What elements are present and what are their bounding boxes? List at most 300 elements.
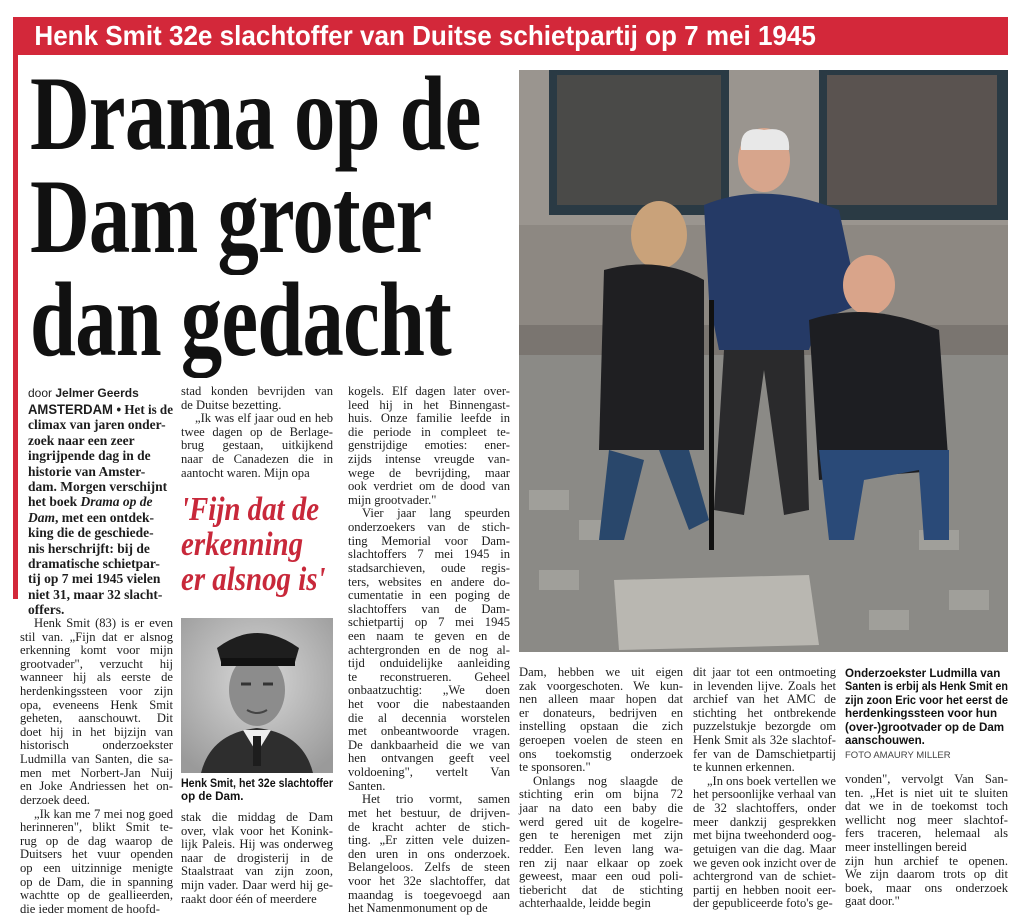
text-line-content: dit jaar tot een ontmoeting [693, 665, 836, 679]
caption-line: zijn zoon Eric voor het eerst de [845, 693, 1008, 707]
text-line-content: ten. „Het is niet uit te sluiten [845, 785, 1008, 800]
intro-text: historie van Amster- [28, 463, 146, 479]
text-line [348, 644, 510, 658]
text-line [845, 814, 1008, 828]
text-line-content: we geven ook inzicht over de [693, 855, 836, 870]
text-line [20, 876, 173, 890]
text-line [693, 707, 836, 721]
text-line [693, 870, 836, 884]
text-line-content: mijn grootvader." [348, 492, 437, 507]
intro-line [28, 479, 173, 494]
caption-line: herdenkingssteen voor hun [845, 707, 998, 721]
text-line-content: Dam, hebben we uit eigen [519, 665, 683, 679]
text-line-content: onbaatzuchtig: „We doen [348, 683, 510, 698]
text-line [693, 734, 836, 748]
text-line [348, 752, 510, 766]
article-column-6 [845, 773, 1008, 909]
text-line [181, 852, 333, 866]
text-line [20, 889, 173, 903]
text-line [348, 725, 510, 739]
text-line-content: archief van het AMC de [693, 692, 836, 707]
text-line [181, 838, 333, 852]
intro-text: zoek naar een zeer [28, 432, 135, 448]
text-line [845, 841, 1008, 855]
text-line-content: geweest, maar een oud poli- [519, 869, 683, 884]
text-line [181, 467, 333, 481]
text-line [348, 766, 510, 780]
text-line [20, 631, 173, 645]
text-line [20, 780, 173, 794]
text-line-content: slachtoffers van de Dam- [348, 601, 510, 616]
intro-text: nis herschrijft: bij de [28, 540, 150, 556]
text-line [519, 829, 683, 843]
article-column-5 [693, 666, 836, 911]
portrait-caption [181, 777, 333, 804]
caption-line: aanschouwen. [845, 734, 925, 748]
text-line [693, 884, 836, 898]
text-line-content: Belangeloos. Zelfs de steen [348, 860, 510, 875]
text-line-content: schietpartij op 7 mei 1945 [348, 615, 510, 630]
text-line [519, 897, 683, 911]
text-line-content: gaat door." [845, 894, 900, 909]
text-line-content: zijn hun archief te openen. [845, 853, 1008, 868]
text-line-content: de kracht achter de stich- [348, 819, 510, 834]
intro-line [28, 402, 173, 417]
text-line-content: men met Norbert-Jan Nuij [20, 765, 173, 780]
text-line-content: fer van de Damschietpartij [693, 746, 836, 761]
text-line-content: Santen. [348, 778, 386, 793]
article-column-2-bottom [181, 811, 333, 906]
intro-text: Dam, met een ontdek- [28, 509, 154, 525]
text-line [693, 788, 836, 802]
headline-line: Drama op de [30, 55, 481, 172]
text-line [693, 857, 836, 871]
text-line-content: „Ik kan me 7 mei nog goed [34, 806, 173, 821]
intro-line [28, 417, 173, 432]
text-line [348, 426, 510, 440]
text-line-content: meer instellingen bereid [845, 840, 967, 855]
text-line [20, 903, 173, 917]
text-line-content: erkenning komt voor mijn [20, 643, 173, 658]
text-line-content: rug op de dag waarop de [20, 833, 173, 848]
intro-text [28, 402, 173, 417]
text-line-content: dat we in de toekomst toch [845, 799, 1008, 814]
text-line [519, 720, 683, 734]
text-line-content: Staalstraat van zijn zoon, [181, 864, 333, 879]
text-line [348, 657, 510, 671]
text-line-content: herinneren", blikt Smit te- [20, 820, 173, 835]
text-line-content: achtergrond van de schiet- [693, 869, 836, 884]
pull-quote-line: erkenning [181, 526, 304, 563]
text-line-content: stil van. „Fijn dat er alsnog [20, 629, 173, 644]
text-line [348, 739, 510, 753]
text-line [348, 671, 510, 685]
intro-text: offers. [28, 602, 65, 618]
text-line-content: fers traceren, helemaal als [845, 826, 1008, 841]
text-line [20, 726, 173, 740]
text-line [181, 825, 333, 839]
intro-line [28, 510, 173, 525]
intro-line [28, 571, 173, 586]
text-line-content: Ludmilla van Santen, die sa- [20, 752, 173, 767]
text-line-content: instelling opstaan die zich [519, 719, 683, 734]
text-line-content: Henk Smit (83) is er even [34, 616, 173, 630]
caption-line: Santen is erbij als Henk Smit en [845, 680, 1008, 694]
text-line-content: onderzoekers van de stich- [348, 520, 510, 535]
text-line [181, 385, 333, 399]
text-line [181, 412, 333, 426]
text-line [348, 889, 510, 903]
text-line [845, 855, 1008, 869]
text-line-content: stadsarchieven, oude regis- [348, 560, 510, 575]
article-column-3 [348, 385, 510, 916]
text-line [348, 684, 510, 698]
text-line [845, 882, 1008, 896]
text-line-content: tiebericht dat de stichting [519, 882, 683, 897]
text-line-content: tijd onduidelijke aanleiding [348, 656, 510, 671]
text-line [693, 680, 836, 694]
text-line-content: wellicht nog meer slachtof- [845, 812, 1008, 827]
text-line-content: slachtoffers 7 mei 1945 in [348, 547, 510, 562]
text-line-content: Vier jaar lang speurden [362, 506, 510, 521]
text-line [181, 439, 333, 453]
text-line [348, 480, 510, 494]
text-line-content: genstrijdige emoties: ener- [348, 438, 510, 453]
text-line-content: werd gered uit de kogelre- [519, 814, 683, 829]
text-line-content: Henk Smit als 32e slachtof- [693, 733, 836, 748]
text-line-content: de 32 slachtoffers, onder [693, 801, 836, 816]
text-line [693, 748, 836, 762]
text-line [20, 712, 173, 726]
text-line-content: te sponsoren." [519, 760, 591, 775]
text-line-content: huis. Onze familie leefde in [348, 411, 510, 426]
article-column-2-top [181, 385, 333, 480]
text-line [20, 644, 173, 658]
intro-text: tij op 7 mei 1945 vielen [28, 571, 161, 587]
text-line [348, 412, 510, 426]
text-line [20, 753, 173, 767]
text-line [519, 788, 683, 802]
text-line-content: de Duitse bezetting. [181, 397, 282, 412]
main-photo [519, 70, 1008, 652]
kicker-banner [13, 17, 1008, 55]
text-line [519, 693, 683, 707]
text-line-content: der gepubliceerde foto's ge- [693, 896, 833, 911]
main-photo-caption [845, 667, 1008, 747]
text-line-content: ters, websites en andere do- [348, 574, 510, 589]
text-line-content: geheten, aanschouwt. Dit [20, 711, 173, 726]
text-line [20, 739, 173, 753]
text-line-content: kogels. Elf dagen later over- [348, 384, 510, 398]
caption-line: Onderzoekster Ludmilla van [845, 667, 1001, 680]
text-line-content: jaar na dato een baby die [519, 801, 683, 816]
text-line-content: vonden", vervolgt Van San- [845, 772, 1008, 786]
caption-line: Henk Smit, het 32e slachtoffer [181, 777, 333, 790]
text-line [348, 712, 510, 726]
text-line [348, 630, 510, 644]
text-line [348, 589, 510, 603]
text-line-content: partij en hebben nooit eer- [693, 882, 836, 897]
text-line [181, 426, 333, 440]
text-line [693, 666, 836, 680]
text-line [348, 861, 510, 875]
kicker-text: Henk Smit 32e slachtoffer van Duitse schietpartij op 7 mei 1945 [34, 20, 816, 51]
text-line-content: wanneer hij als eerste de [20, 670, 173, 685]
text-line [693, 802, 836, 816]
text-line [845, 868, 1008, 882]
text-line [519, 748, 683, 762]
text-line-content: lijk Paleis. Hij was onderweg [181, 837, 333, 852]
text-line [20, 808, 173, 822]
text-line-content: raakt door één of meerdere [181, 891, 317, 906]
text-line-content: historisch onderzoekster [20, 738, 173, 753]
text-line [20, 848, 173, 862]
text-line-content: Duitsers het vuur openden [20, 847, 173, 862]
text-line [519, 707, 683, 721]
text-line-content: met onbeantwoorde vragen. [348, 724, 510, 739]
text-line-content: De dankbaarheid die we van [348, 737, 510, 752]
intro-text: climax van jaren onder- [28, 417, 166, 433]
text-line-content: doet hij in het bijzijn van [20, 724, 173, 739]
text-line [20, 862, 173, 876]
text-line [519, 884, 683, 898]
text-line [348, 793, 510, 807]
intro-line [28, 464, 173, 479]
text-line [181, 865, 333, 879]
intro-text: dam. Morgen verschijnt [28, 478, 168, 494]
text-line-content: te kunnen erkennen. [693, 760, 795, 775]
text-line [845, 773, 1008, 787]
text-line [20, 658, 173, 672]
text-line-content: den uren in ons onderzoek. [348, 846, 510, 861]
intro-line [28, 556, 173, 571]
dateline: AMSTERDAM • [28, 402, 122, 417]
photo-credit: FOTO AMAURY MILLER [845, 750, 951, 761]
text-line-content: redder. Een leven lang wa- [519, 841, 683, 856]
text-line-content: Het trio vormt, samen [362, 792, 510, 807]
caption-line: (over-)grootvader op de Dam [845, 720, 1005, 734]
text-line-content: We zijn daarom trots op dit [845, 867, 1008, 882]
text-line [348, 902, 510, 916]
headline-line: Dam groter [30, 158, 432, 275]
text-line [693, 775, 836, 789]
text-line [693, 897, 836, 911]
text-line-content: een naam te geven en de [348, 628, 510, 643]
text-line [348, 807, 510, 821]
byline-author: Jelmer Geerds [55, 386, 139, 400]
text-line-content: derzoek deed. [20, 792, 90, 807]
text-line-content: maandag is toegevoegd aan [348, 887, 510, 902]
text-line-content: met het bestuur, de drijven- [348, 805, 510, 820]
text-line [20, 685, 173, 699]
text-line [348, 494, 510, 508]
text-line-content: naar de Canadezen die in [181, 452, 333, 467]
headline [30, 55, 510, 378]
text-line-content: stichting erin om bijna 72 [519, 787, 683, 802]
intro-line [28, 541, 173, 556]
text-line-content: „In ons boek vertellen we [706, 773, 836, 788]
pull-quote-line: 'Fijn dat de [181, 491, 320, 528]
text-line-content: wachtte op de geallieerden, [20, 888, 173, 903]
text-line [348, 535, 510, 549]
text-line-content: hen ontvangen geeft veel [348, 751, 510, 766]
text-line [519, 857, 683, 871]
intro-text: niet 31, maar 32 slacht- [28, 586, 163, 602]
intro-text: Het is de [124, 402, 173, 417]
text-line-content: te reconstrueren. Geheel [348, 669, 510, 684]
text-line [693, 693, 836, 707]
text-line [348, 385, 510, 399]
text-line [519, 666, 683, 680]
text-line [348, 603, 510, 617]
intro-text: dramatische schietpar- [28, 555, 160, 571]
text-line [348, 616, 510, 630]
text-line-content: voldoening", vertelt Van [348, 765, 510, 780]
text-line-content: ting Memorial voor Dam- [348, 533, 510, 548]
byline [28, 386, 139, 400]
text-line-content: zak voorgeschoten. We kun- [519, 678, 683, 693]
text-line-content: ook verdriet om de dood van [348, 479, 510, 494]
text-line [519, 816, 683, 830]
text-line [519, 802, 683, 816]
text-line-content: gen te herenigen met zijn [519, 828, 683, 843]
text-line-content: met bijna tweehonderd oog- [693, 828, 836, 843]
text-line [348, 562, 510, 576]
text-line-content: naar de drogisterij in de [181, 850, 333, 865]
text-line-content: over, vlak voor het Konink- [181, 823, 333, 838]
text-line [348, 848, 510, 862]
text-line [181, 399, 333, 413]
text-line-content: mijn vader. Daar werd hij ge- [181, 878, 333, 893]
text-line-content: op een uitzinnige menigte [20, 860, 173, 875]
text-line [693, 843, 836, 857]
text-line [348, 439, 510, 453]
intro-line [28, 525, 173, 540]
text-line-content: achtergronden en de nog al- [348, 642, 510, 657]
text-line [348, 834, 510, 848]
text-line-content: die al decennia worstelen [348, 710, 510, 725]
text-line [348, 467, 510, 481]
text-line [348, 399, 510, 413]
text-line-content: geroepen voelen de steen en [519, 733, 683, 748]
text-line-content: grootvader", verzucht hij [20, 656, 173, 671]
text-line [348, 453, 510, 467]
text-line-content: op de Dam, die in spanning [20, 874, 173, 889]
text-line-content: stak die middag de Dam [181, 810, 333, 824]
text-line-content: aantocht waren. Mijn opa [181, 465, 310, 480]
text-line [519, 775, 683, 789]
text-line-content: leed hij in het Binnengast- [348, 397, 510, 412]
intro-line [28, 448, 173, 463]
text-line [20, 671, 173, 685]
text-line [20, 821, 173, 835]
text-line-content: die periode in compleet te- [348, 424, 510, 439]
intro-line [28, 494, 173, 509]
intro-text: king die de geschiede- [28, 525, 154, 541]
article-column-4 [519, 666, 683, 911]
text-line [519, 870, 683, 884]
text-line [519, 843, 683, 857]
headline-line: dan gedacht [30, 261, 451, 378]
text-line-content: het Namenmonument op de [348, 901, 488, 916]
text-line-content: en Joke Andriessen het on- [20, 779, 173, 794]
text-line [845, 827, 1008, 841]
text-line-content: het persoonlijke verhaal van [693, 787, 836, 802]
text-line [845, 787, 1008, 801]
text-line [20, 767, 173, 781]
portrait-photo [181, 618, 333, 773]
text-line-content: er donateurs, bedrijven en [519, 705, 683, 720]
text-line [181, 879, 333, 893]
text-line [348, 698, 510, 712]
text-line-content: boek, maar ons onderzoek [845, 880, 1008, 895]
pull-quote [181, 492, 341, 597]
text-line [348, 548, 510, 562]
text-line-content: opa, eveneens Henk Smit [20, 697, 173, 712]
text-line [693, 761, 836, 775]
text-line-content: voor het 32e slachtoffer, dat [348, 873, 510, 888]
text-line-content: ons toekomstig onderzoek [519, 746, 683, 761]
intro-text: ingrijpende dag in de [28, 448, 151, 464]
text-line [519, 734, 683, 748]
text-line-content: stad konden bevrijden van [181, 384, 333, 398]
text-line-content: wege de bevrijding, maar [348, 465, 510, 480]
caption-line: op de Dam. [181, 790, 244, 804]
text-line [693, 829, 836, 843]
pull-quote-line: er alsnog is' [181, 561, 326, 598]
intro-text: het boek Drama op de [28, 494, 153, 510]
text-line [181, 811, 333, 825]
text-line-content: herdenkingssteen voor zijn [20, 684, 173, 699]
text-line-content: puzzelstukje bezorgde om [693, 719, 836, 734]
article-column-1 [20, 617, 173, 916]
text-line [348, 821, 510, 835]
intro-line [28, 587, 173, 602]
text-line [181, 893, 333, 907]
text-line-content: Onlangs nog slaagde de [533, 773, 683, 788]
text-line [693, 720, 836, 734]
text-line-content: meer dankzij gesprekken [693, 814, 836, 829]
text-line-content: cumentatie in een poging de [348, 588, 510, 603]
intro-line [28, 433, 173, 448]
text-line [845, 800, 1008, 814]
text-line-content: nen alleen maar hopen dat [519, 692, 683, 707]
text-line-content: achterhaalde, leidde begin [519, 896, 651, 911]
text-line-content: het voor die nabestaanden [348, 697, 510, 712]
text-line-content: getuigen van die dag. Maar [693, 841, 836, 856]
text-line [348, 780, 510, 794]
text-line-content: die ieder moment de hoofd- [20, 901, 160, 916]
text-line [519, 680, 683, 694]
text-line-content: brug gestaan, uitkijkend [181, 438, 333, 453]
text-line [348, 875, 510, 889]
text-line [20, 794, 173, 808]
text-line [519, 761, 683, 775]
text-line-content: twee dagen op de Berlage- [181, 424, 333, 439]
text-line [181, 453, 333, 467]
text-line-content: ting. „Er zitten vele duizen- [348, 833, 510, 848]
text-line [20, 617, 173, 631]
text-line [20, 699, 173, 713]
text-line-content: „Ik was elf jaar oud en heb [195, 411, 333, 426]
text-line [845, 895, 1008, 909]
text-line [20, 835, 173, 849]
text-line-content: in levenden lijve. Zoals het [693, 678, 836, 693]
accent-rule [13, 17, 18, 599]
text-line-content: ren zij naar elkaar op zoek [519, 855, 683, 870]
text-line [693, 816, 836, 830]
text-line [348, 576, 510, 590]
